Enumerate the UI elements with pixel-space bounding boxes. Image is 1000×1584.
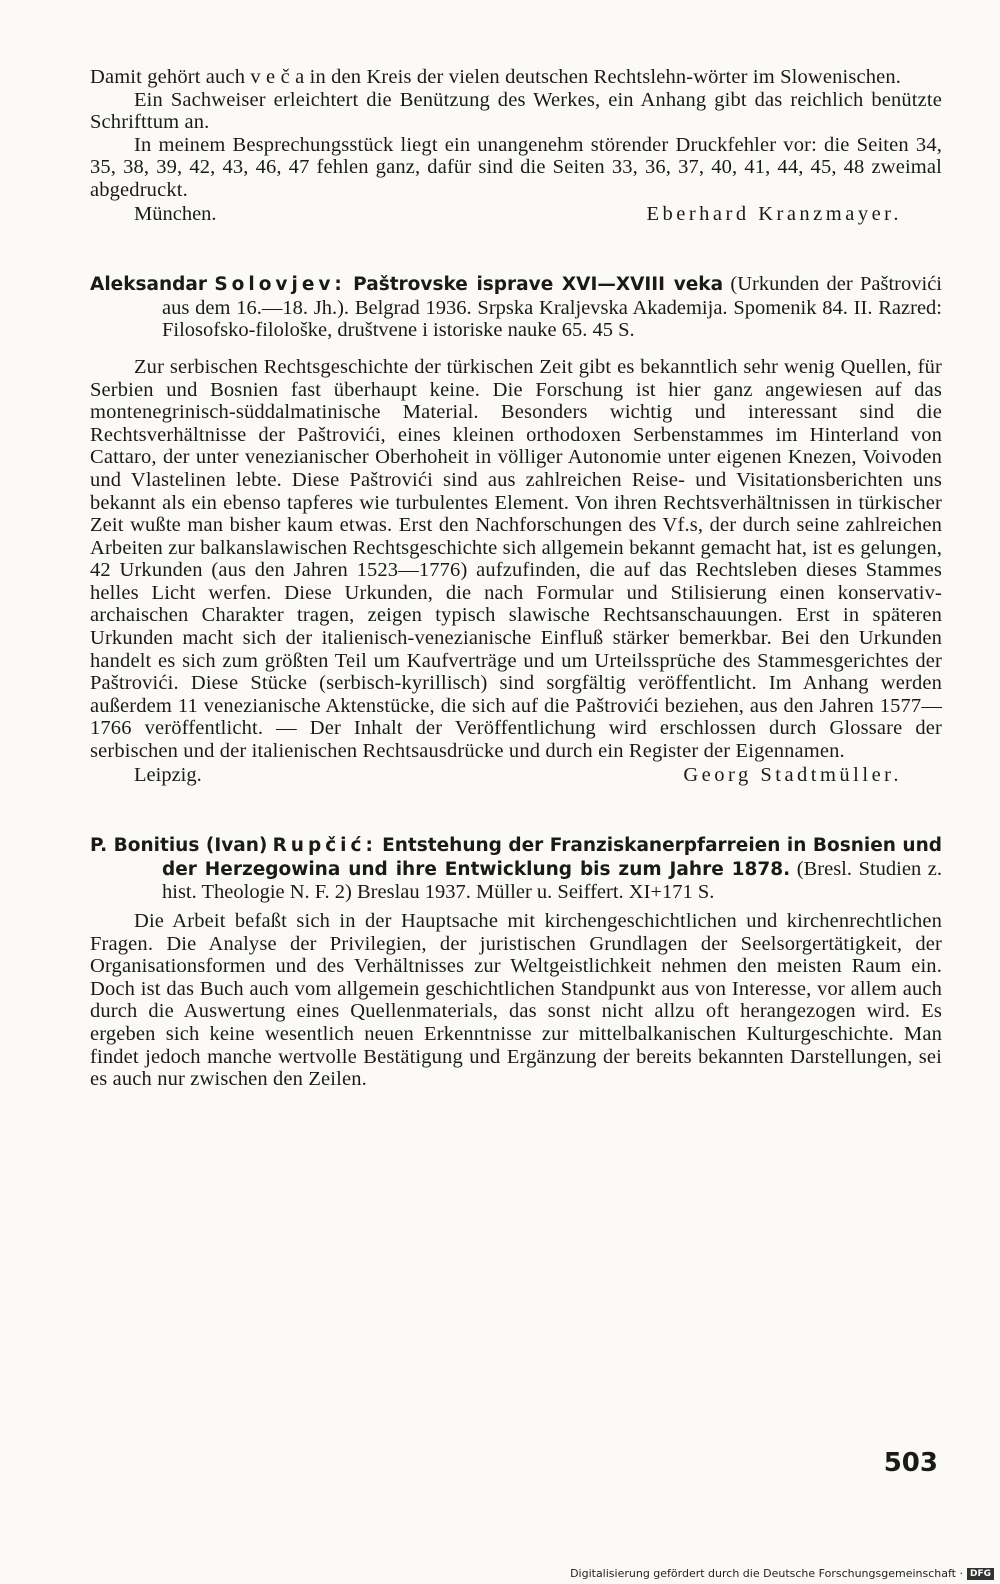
author-first-name: Aleksandar: [90, 274, 208, 296]
paragraph: Ein Sachweiser erleichtert die Benützung des Werkes, ein Anhang gibt das reichlich benützte Schrifttum an.: [90, 88, 942, 134]
signature-line: [90, 764, 942, 787]
paragraph: Damit gehört auch v e č a in den Kreis der vielen deutschen Rechtslehn-wörter im Slowenischen.: [90, 66, 902, 88]
reviewer-name: Georg Stadtmüller.: [683, 763, 902, 786]
previous-review-tail: [90, 66, 942, 225]
book-title: Paštrovske isprave XVI—XVIII veka: [353, 274, 724, 296]
footer: [570, 1567, 994, 1580]
book-details: (Urkunden der Paštrovići aus dem 16.—18. Jh.). Belgrad 1936. Srpska Kraljevska Akademija. Spomenik 84. II. Razred: Filosofsko-filološke, društvene i istoriske nauke 65. 45 S.: [162, 273, 942, 342]
review-entry-solovjev: [90, 273, 942, 786]
place: München.: [134, 202, 217, 225]
signature-line: [90, 203, 942, 226]
bibliographic-heading: [90, 834, 942, 904]
review-body: Die Arbeit befaßt sich in der Hauptsache mit kirchengeschichtlichen und kirchenrechtlichen Fragen. Die Analyse der Privilegien, der juristischen Grundlagen der Seelsorgertätigkeit, der Organisationsformen und des Verhältnisses zur Weltgeistlichkeit nehmen den meisten Raum ein. Doch ist das Buch auch vom allgemein geschichtlichen Standpunkt aus von Interesse, vor allem auch durch die Auswertung eines Quellenmaterials, das sonst nicht allzu oft herangezogen wird. Es ergeben sich keine wesentlich neuen Erkenntnisse zur mittelbalkanischen Kulturgeschichte. Man findet jedoch manche wertvolle Bestätigung und Ergänzung der bereits bekannten Darstellungen, sei es auch nur zwischen den Zeilen.: [90, 910, 942, 1091]
book-title: Entstehung der Franziskanerpfarreien in Bosnien und der Herzegowina und ihre Entwicklung bis zum Jahre 1878.: [162, 835, 943, 880]
review-body: Zur serbischen Rechtsgeschichte der türkischen Zeit gibt es bekanntlich sehr wenig Quellen, für Serbien und Bosnien fast überhaupt keine. Die Forschung ist hier ganz angewiesen auf das montenegrinisch-süddalmatinische Material. Besonders wichtig und interessant sind die Rechtsverhältnisse der Paštrovići, eines kleinen orthodoxen Serbenstammes im Hinterland von Cattaro, der unter venezianischer Oberhoheit in völliger Autonomie unter eigenen Knezen, Voivoden und Vlastelinen lebte. Diese Paštrovići sind aus zahlreichen Reise- und Visitationsberichten uns bekannt als ein ebenso tapferes wie turbulentes Element. Von ihren Rechtsverhältnissen in türkischer Zeit wußte man bisher kaum etwas. Erst den Nachforschungen des Vf.s, der durch seine zahlreichen Arbeiten zur balkanslawischen Rechtsgeschichte sich allgemein bekannt gemacht hat, ist es gelungen, 42 Urkunden (aus den Jahren 1523—1776) aufzufinden, die auf das Rechtsleben dieses Stammes helles Licht werfen. Diese Urkunden, die nach Formular und Stilisierung einen konservativ-archaischen Charakter tragen, zeigen typisch slawische Rechtsanschauungen. Erst in späteren Urkunden macht sich der italienisch-venezianische Einfluß stärker bemerkbar. Bei den Urkunden handelt es sich zum größten Teil um Kaufverträge und um Urteilssprüche des Stammesgerichtes der Paštrovići. Diese Stücke (serbisch-kyrillisch) sind sorgfältig veröffentlicht. Im Anhang werden außerdem 11 venezianische Aktenstücke, die sich auf die Paštrovići beziehen, aus den Jahren 1577—1766 veröffentlicht. — Der Inhalt der Veröffentlichung wird erschlossen durch Glossare der serbischen und der italienischen Rechtsausdrücke und durch ein Register der Eigennamen.: [90, 355, 942, 763]
paragraph: In meinem Besprechungsstück liegt ein unangenehm störender Druckfehler vor: die Seiten 34, 35, 38, 39, 42, 43, 46, 47 fehlen ganz, dafür sind die Seiten 33, 36, 37, 40, 41, 44, 45, 48 zweimal abgedruckt.: [90, 133, 942, 201]
author-first-name: P. Bonitius (Ivan): [90, 835, 268, 857]
page-content: [90, 66, 942, 1091]
review-entry-rupcic: [90, 834, 942, 1091]
bibliographic-heading: [90, 273, 942, 342]
book-details: (Bresl. Studien z. hist. Theologie N. F. 2) Breslau 1937. Müller u. Seiffert. XI+171 S.: [162, 857, 943, 904]
footer-text: Digitalisierung gefördert durch die Deutsche Forschungsgemeinschaft ·: [570, 1567, 963, 1580]
place: Leipzig.: [134, 763, 202, 786]
reviewer-name: Eberhard Kranzmayer.: [646, 202, 902, 225]
page-number: 503: [883, 1448, 938, 1478]
author-last-name: Solovjev:: [214, 274, 346, 296]
dfg-logo: DFG: [967, 1568, 994, 1580]
author-last-name: Rupčić:: [272, 835, 377, 857]
